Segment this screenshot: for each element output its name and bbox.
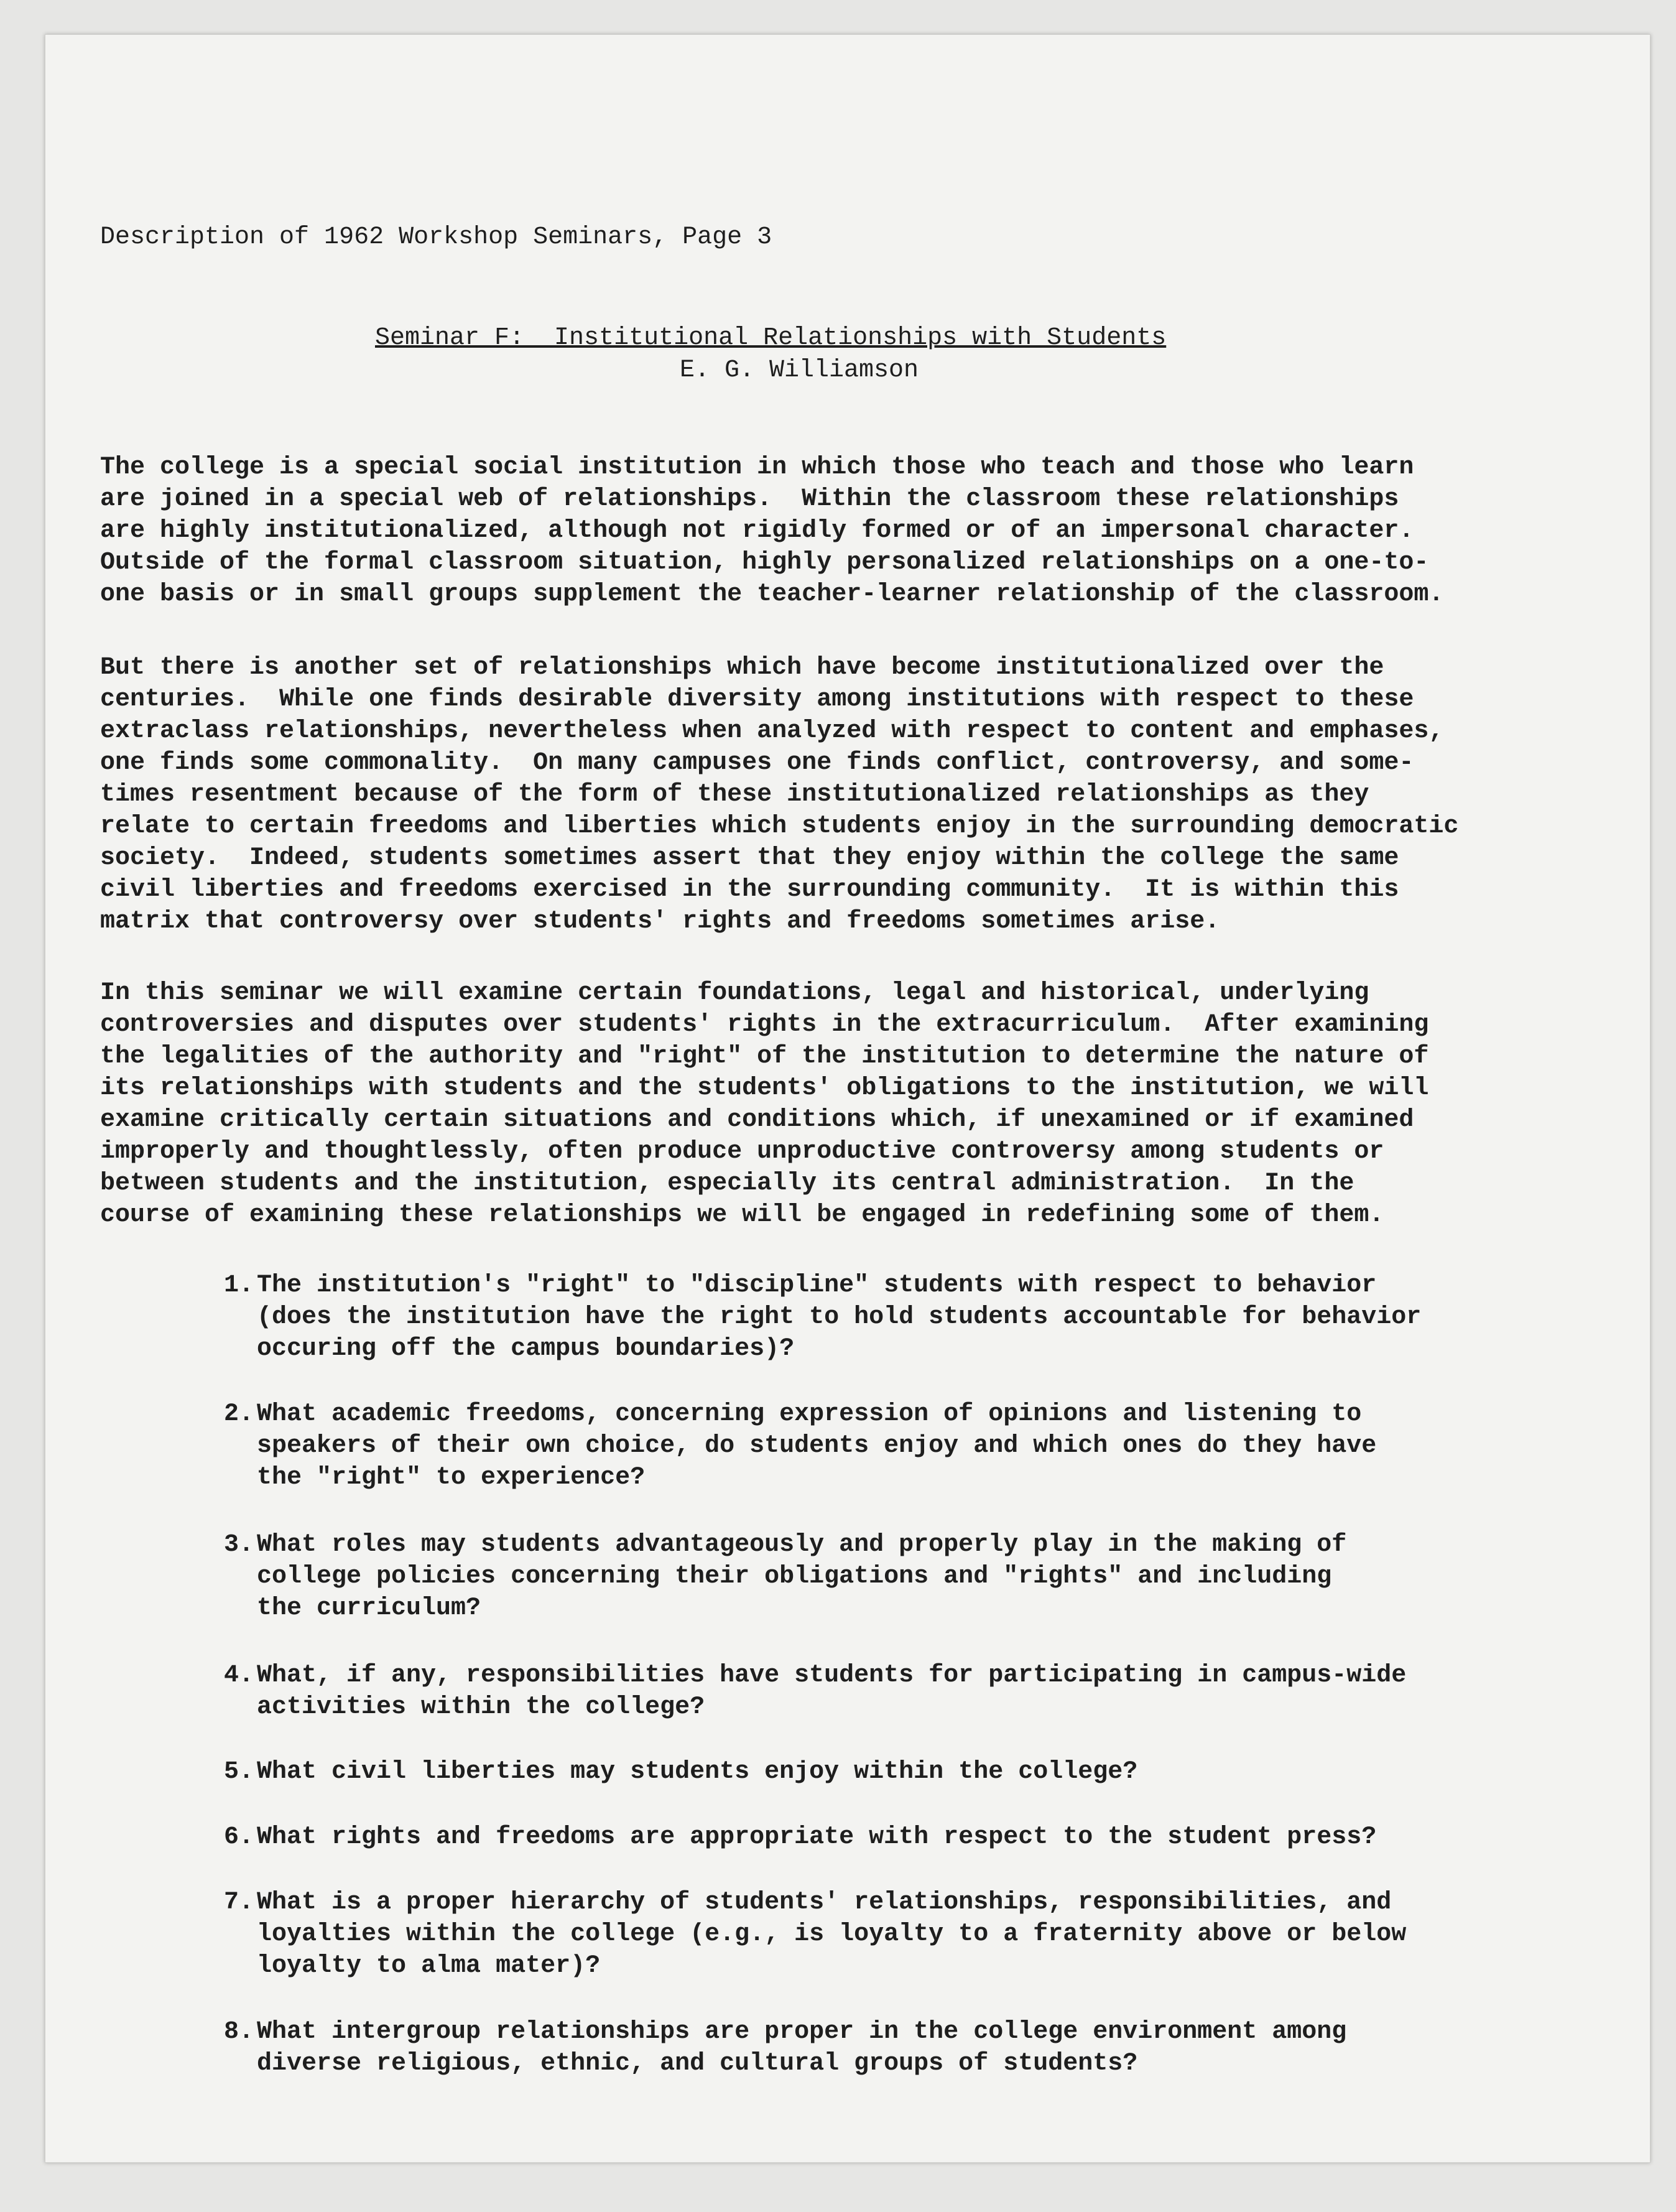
text-line: speakers of their own choice, do students enjoy and which ones do they have (257, 1432, 1377, 1460)
paragraph-3 (100, 977, 1428, 1231)
text-line: loyalty to alma mater)? (257, 1952, 601, 1980)
question-1 (257, 1270, 1421, 1365)
text-line: The institution's "right" to "discipline" students with respect to behavior (257, 1271, 1377, 1299)
text-line: But there is another set of relationships which have become institutionalized over the (100, 654, 1384, 682)
text-line: activities within the college? (257, 1693, 705, 1721)
question-7 (257, 1887, 1406, 1982)
question-number: 3. (223, 1531, 254, 1559)
text-line: loyalties within the college (e.g., is loyalty to a fraternity above or below (257, 1920, 1407, 1948)
text-line: times resentment because of the form of these institutionalized relationships as they (100, 781, 1369, 809)
text-line: Outside of the formal classroom situation, highly personalized relationships on a one-to- (100, 549, 1429, 577)
text-line: the curriculum? (257, 1594, 481, 1622)
paragraph-1 (100, 452, 1443, 610)
text-line: What roles may students advantageously and properly play in the making of (257, 1531, 1347, 1559)
text-line: college policies concerning their obligations and "rights" and including (257, 1563, 1332, 1591)
text-line: diverse religious, ethnic, and cultural groups of students? (257, 2050, 1138, 2078)
presenter-name: E. G. Williamson (680, 356, 919, 384)
text-line: occuring off the campus boundaries)? (257, 1335, 795, 1363)
text-line: the "right" to experience? (257, 1464, 646, 1492)
text-line: one finds some commonality. On many campuses one finds conflict, controversy, and some- (100, 749, 1414, 777)
page-header: Description of 1962 Workshop Seminars, Page 3 (100, 223, 772, 251)
text-line: In this seminar we will examine certain foundations, legal and historical, underlying (100, 979, 1369, 1007)
text-line: course of examining these relationships we will be engaged in redefining some of them. (100, 1201, 1384, 1229)
question-number: 2. (223, 1400, 254, 1428)
text-line: What civil liberties may students enjoy within the college? (257, 1758, 1138, 1786)
paragraph-2 (100, 652, 1458, 937)
question-number: 5. (223, 1758, 254, 1786)
seminar-title: Seminar F: Institutional Relationships with Students (375, 324, 1167, 352)
text-line: the legalities of the authority and "right" of the institution to determine the nature of (100, 1043, 1429, 1071)
text-line: are joined in a special web of relationships. Within the classroom these relationships (100, 485, 1399, 513)
text-line: What intergroup relationships are proper in the college environment among (257, 2018, 1347, 2046)
question-5 (257, 1756, 1137, 1788)
text-line: between students and the institution, especially its central administration. In the (100, 1169, 1354, 1197)
text-line: matrix that controversy over students' rights and freedoms sometimes arise. (100, 908, 1220, 936)
text-line: are highly institutionalized, although not rigidly formed or of an impersonal character. (100, 517, 1414, 545)
question-8 (257, 2016, 1346, 2080)
text-line: its relationships with students and the students' obligations to the institution, we will (100, 1074, 1429, 1102)
text-line: centuries. While one finds desirable diversity among institutions with respect to these (100, 685, 1414, 713)
text-line: The college is a special social institution in which those who teach and those who learn (100, 453, 1414, 481)
text-line: relate to certain freedoms and liberties which students enjoy in the surrounding democratic (100, 812, 1459, 840)
text-line: improperly and thoughtlessly, often produce unproductive controversy among students or (100, 1138, 1384, 1166)
question-number: 7. (223, 1889, 254, 1917)
question-2 (257, 1398, 1376, 1494)
text-line: extraclass relationships, nevertheless when analyzed with respect to content and emphases, (100, 717, 1444, 745)
question-number: 8. (223, 2018, 254, 2046)
question-6 (257, 1821, 1376, 1853)
document-page (45, 34, 1651, 2163)
text-line: one basis or in small groups supplement the teacher-learner relationship of the classroom. (100, 580, 1444, 608)
text-line: What rights and freedoms are appropriate with respect to the student press? (257, 1823, 1377, 1851)
text-line: What academic freedoms, concerning expression of opinions and listening to (257, 1400, 1362, 1428)
question-number: 1. (223, 1271, 254, 1299)
text-line: What is a proper hierarchy of students' relationships, responsibilities, and (257, 1889, 1392, 1917)
text-line: examine critically certain situations and conditions which, if unexamined or if examined (100, 1106, 1414, 1134)
question-3 (257, 1529, 1346, 1624)
question-4 (257, 1660, 1406, 1723)
text-line: controversies and disputes over students' rights in the extracurriculum. After examining (100, 1011, 1429, 1039)
question-number: 6. (223, 1823, 254, 1851)
text-line: What, if any, responsibilities have students for participating in campus-wide (257, 1661, 1407, 1689)
text-line: society. Indeed, students sometimes assert that they enjoy within the college the same (100, 844, 1399, 872)
question-number: 4. (223, 1661, 254, 1689)
text-line: (does the institution have the right to hold students accountable for behavior (257, 1303, 1422, 1331)
text-line: civil liberties and freedoms exercised in the surrounding community. It is within this (100, 876, 1399, 904)
